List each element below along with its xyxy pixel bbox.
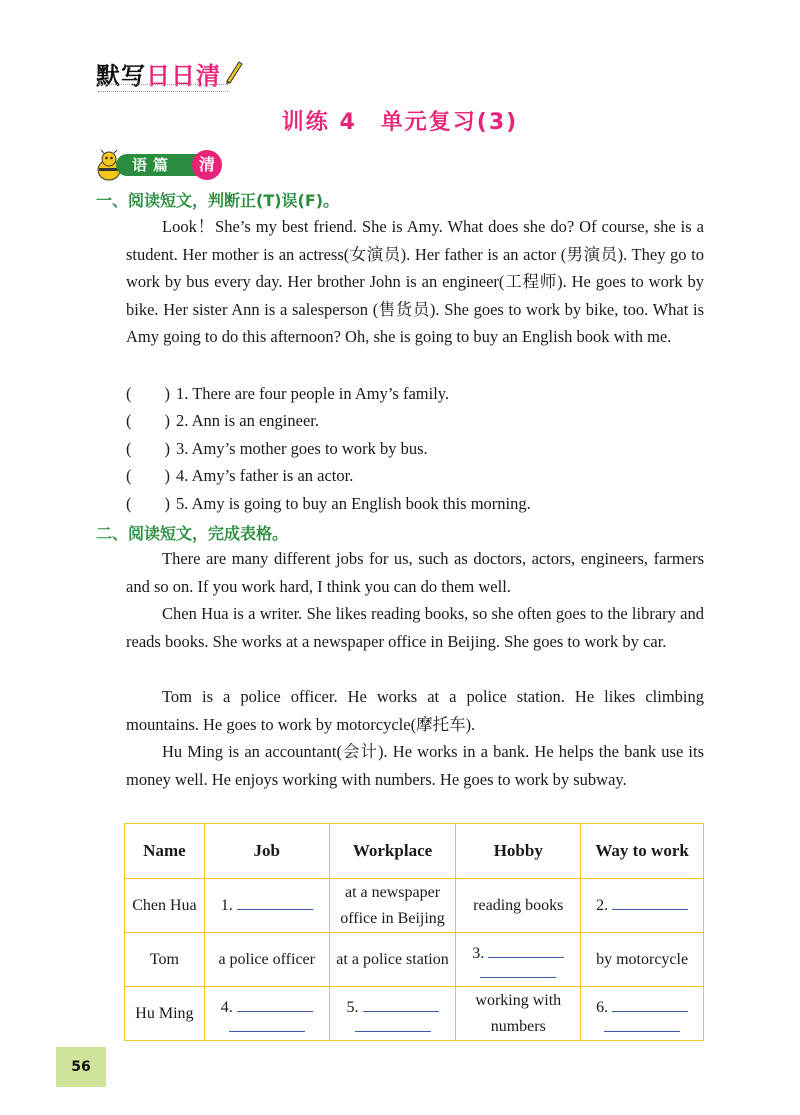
item-text: 2. Ann is an engineer. xyxy=(176,411,319,430)
section-label: 语篇 xyxy=(116,154,214,176)
list-item xyxy=(126,462,716,489)
table-row xyxy=(125,879,704,933)
table-row xyxy=(125,933,704,987)
pen-icon xyxy=(224,58,244,84)
header-job: Job xyxy=(204,824,329,879)
cell-hobby: reading books xyxy=(456,879,581,933)
header-workplace: Workplace xyxy=(329,824,456,879)
header-name: Name xyxy=(125,824,205,879)
answer-paren[interactable]: ( ) xyxy=(126,466,170,485)
cell-name: Tom xyxy=(125,933,205,987)
section-circle-label: 清 xyxy=(192,150,222,180)
part2-paragraph: Tom is a police officer. He works at a police station. He likes climbing mountains. He goes to work by motorcycle(摩托车). xyxy=(126,687,704,734)
page-number: 56 xyxy=(56,1047,106,1087)
blank-6[interactable]: 6. xyxy=(581,987,704,1041)
part1-passage: Look！She’s my best friend. She is Amy. What does she do? Of course, she is a student. Her mother is an actress(女演员). Her father is an actor (男演员). They go to work by bus every day. Her brother John is an engineer(工程师). He goes to work by bike. Her sister Ann is a salesperson (售货员). She goes to work by bike, too. What is Amy going to do this afternoon? Oh, she is going to buy an English book with me. xyxy=(126,217,704,346)
brand-text-black: 默写 xyxy=(96,62,146,90)
answer-paren[interactable]: ( ) xyxy=(126,384,170,403)
cell-name: Hu Ming xyxy=(125,987,205,1041)
list-item xyxy=(126,407,716,434)
item-text: 1. There are four people in Amy’s family. xyxy=(176,384,450,403)
jobs-table xyxy=(124,823,704,1041)
answer-paren[interactable]: ( ) xyxy=(126,494,170,513)
item-text: 3. Amy’s mother goes to work by bus. xyxy=(176,439,428,458)
part1-heading: 一、阅读短文，判断正(T)误(F)。 xyxy=(96,191,340,210)
part2-paragraph: Hu Ming is an accountant(会计). He works in a bank. He helps the bank use its money well. He enjoys working with numbers. He goes to work by subway. xyxy=(126,742,704,789)
blank-2[interactable]: 2. xyxy=(581,879,704,933)
item-text: 5. Amy is going to buy an English book this morning. xyxy=(176,494,531,513)
lesson-title: 训练 4 单元复习(3) xyxy=(281,110,519,135)
answer-paren[interactable]: ( ) xyxy=(126,439,170,458)
answer-paren[interactable]: ( ) xyxy=(126,411,170,430)
table-row xyxy=(125,987,704,1041)
cell-name: Chen Hua xyxy=(125,879,205,933)
blank-1[interactable]: 1. xyxy=(204,879,329,933)
cell-workplace: at a newspaper office in Beijing xyxy=(329,879,456,933)
part2-heading: 二、阅读短文，完成表格。 xyxy=(96,524,289,543)
part2-paragraph: There are many different jobs for us, such as doctors, actors, engineers, farmers and so on. If you work hard, I think you can do them well. xyxy=(126,549,704,596)
list-item xyxy=(126,435,716,462)
list-item xyxy=(126,380,716,407)
cell-job: a police officer xyxy=(204,933,329,987)
blank-5[interactable]: 5. xyxy=(329,987,456,1041)
item-text: 4. Amy’s father is an actor. xyxy=(176,466,354,485)
header-hobby: Hobby xyxy=(456,824,581,879)
cell-way-to-work: by motorcycle xyxy=(581,933,704,987)
brand-text-pink: 日日清 xyxy=(146,62,221,90)
blank-4[interactable]: 4. xyxy=(204,987,329,1041)
cell-workplace: at a police station xyxy=(329,933,456,987)
table-header-row xyxy=(125,824,704,879)
part2-paragraph: Chen Hua is a writer. She likes reading books, so she often goes to the library and reads books. She works at a newspaper office in Beijing. She goes to work by car. xyxy=(126,604,704,651)
cell-hobby: working with numbers xyxy=(456,987,581,1041)
blank-3[interactable]: 3. xyxy=(456,933,581,987)
header-way-to-work: Way to work xyxy=(581,824,704,879)
brand-underline xyxy=(98,84,228,92)
list-item xyxy=(126,490,716,517)
